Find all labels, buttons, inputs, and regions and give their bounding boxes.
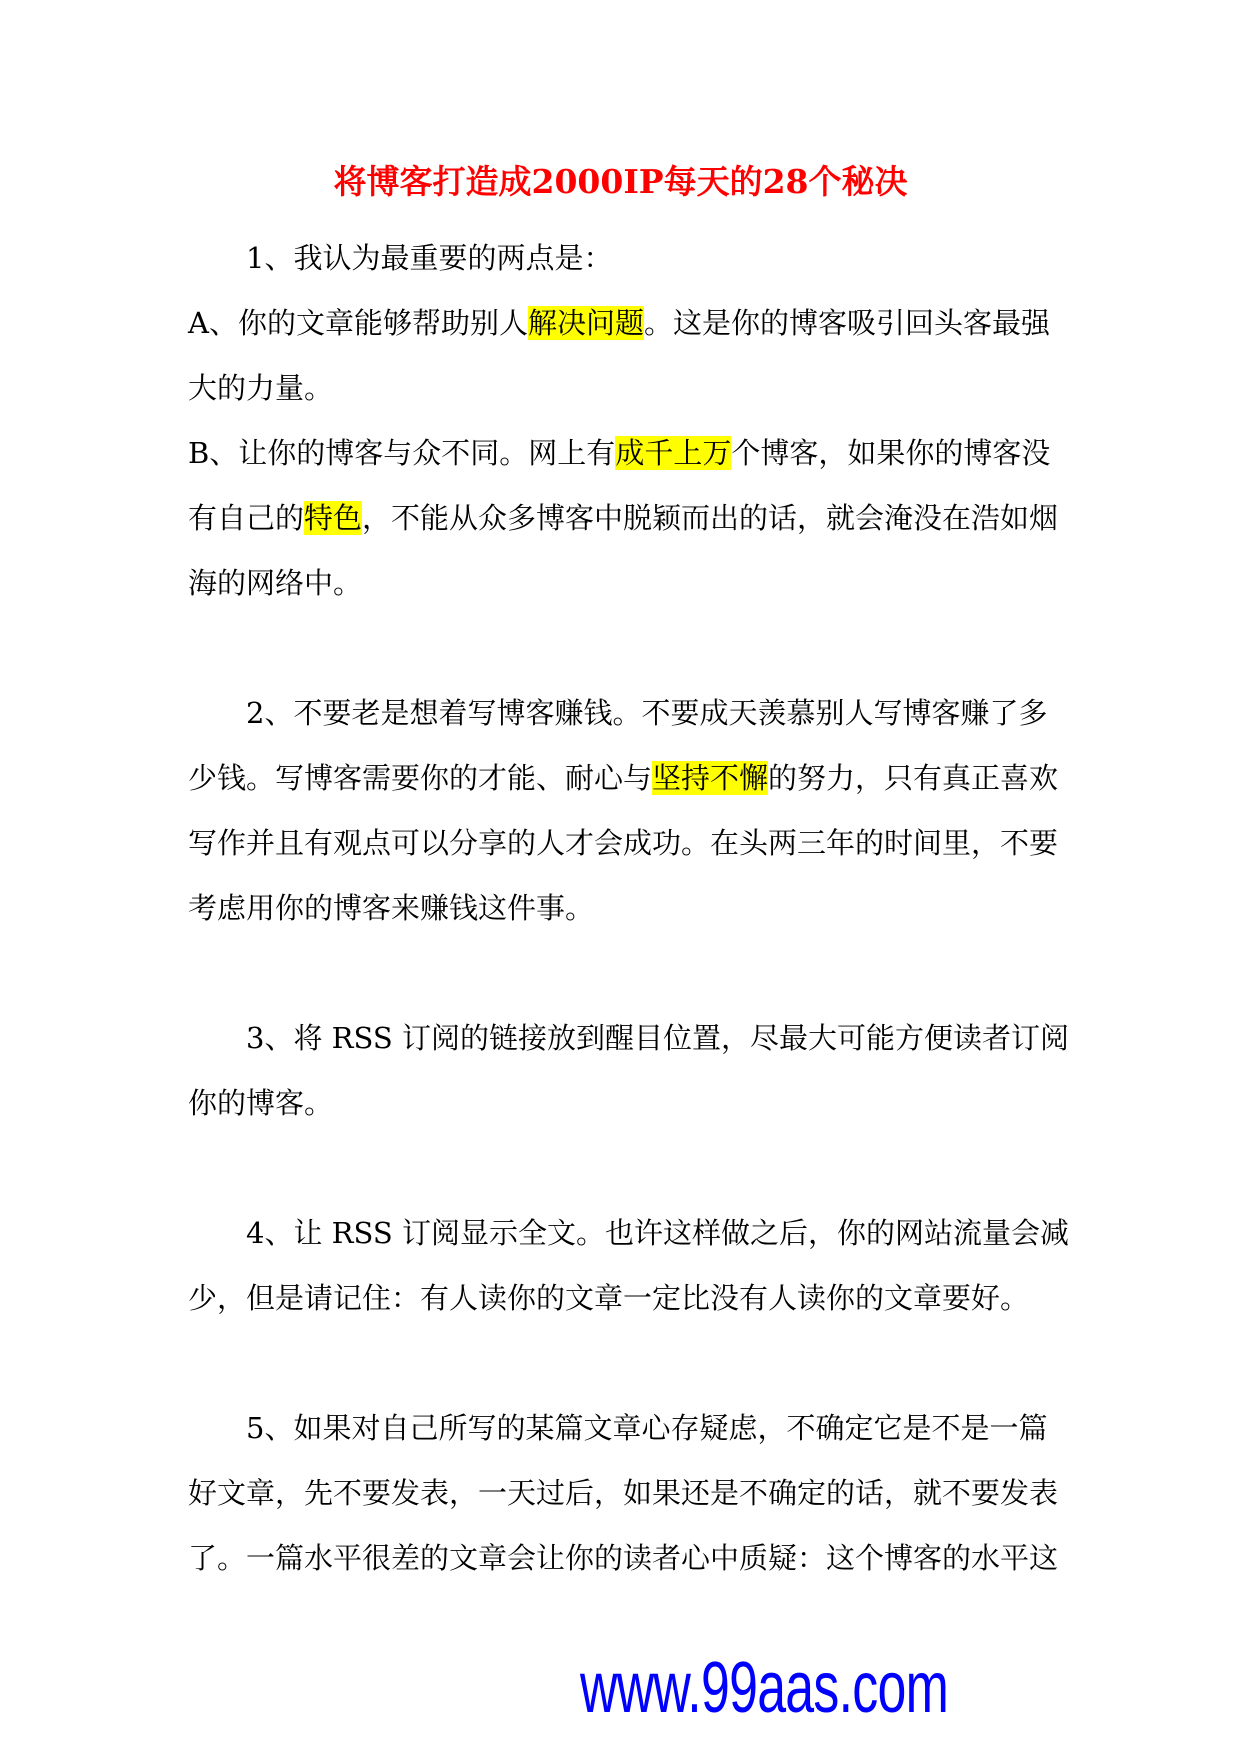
paragraph-3-line: 你的博客。: [188, 1086, 334, 1120]
paragraph-1b-line: [188, 421, 1064, 486]
paragraph-spacer: [188, 1136, 1064, 1201]
highlighted-text: 特色: [304, 501, 363, 535]
text-run: 少钱。写博客需要你的才能、耐心与: [188, 761, 653, 795]
paragraph-4-line: 少，但是请记住：有人读你的文章一定比没有人读你的文章要好。: [188, 1281, 1030, 1315]
text-run: B、让你的博客与众不同。网上有: [188, 436, 616, 470]
paragraph-1b-line: [188, 486, 1064, 551]
paragraph-1a-line: 大的力量。: [188, 371, 334, 405]
paragraph-1-line: 1、我认为最重要的两点是：: [246, 241, 613, 275]
paragraph-2-line: 2、不要老是想着写博客赚钱。不要成天羡慕别人写博客赚了多: [246, 696, 1048, 730]
highlighted-text: 解决问题: [527, 306, 644, 340]
paragraph-1a-line: [188, 291, 1064, 356]
paragraph-3-line: 3、将 RSS 订阅的链接放到醒目位置，尽最大可能方便读者订阅: [246, 1021, 1069, 1055]
paragraph-spacer: [188, 941, 1064, 1006]
website-watermark: www.99aas.com: [580, 1648, 949, 1728]
paragraph-2-line: 写作并且有观点可以分享的人才会成功。在头两三年的时间里，不要: [188, 826, 1059, 860]
paragraph-5-line: 5、如果对自己所写的某篇文章心存疑虑，不确定它是不是一篇: [246, 1411, 1048, 1445]
paragraph-spacer: [188, 1331, 1064, 1396]
text-run: 的努力，只有真正喜欢: [768, 761, 1059, 795]
paragraph-2-line: [188, 746, 1064, 811]
paragraph-2-line: 考虑用你的博客来赚钱这件事。: [188, 891, 595, 925]
text-run: 个博客，如果你的博客没: [731, 436, 1051, 470]
text-run: A、你的文章能够帮助别人: [188, 306, 528, 340]
paragraph-1b-line: 海的网络中。: [188, 566, 363, 600]
highlighted-text: 成千上万: [615, 436, 732, 470]
text-run: ，不能从众多博客中脱颖而出的话，就会淹没在浩如烟: [362, 501, 1059, 535]
paragraph-spacer: [188, 616, 1064, 681]
paragraph-5-line: 好文章，先不要发表，一天过后，如果还是不确定的话，就不要发表: [188, 1476, 1059, 1510]
text-run: 。这是你的博客吸引回头客最强: [643, 306, 1050, 340]
paragraph-5-line: 了。一篇水平很差的文章会让你的读者心中质疑：这个博客的水平这: [188, 1541, 1059, 1575]
document-title: 将博客打造成2000IP每天的28个秘决: [333, 162, 908, 201]
paragraph-4-line: 4、让 RSS 订阅显示全文。也许这样做之后，你的网站流量会减: [246, 1216, 1069, 1250]
highlighted-text: 坚持不懈: [652, 761, 769, 795]
document-body: [188, 226, 1069, 1591]
text-run: 有自己的: [188, 501, 305, 535]
